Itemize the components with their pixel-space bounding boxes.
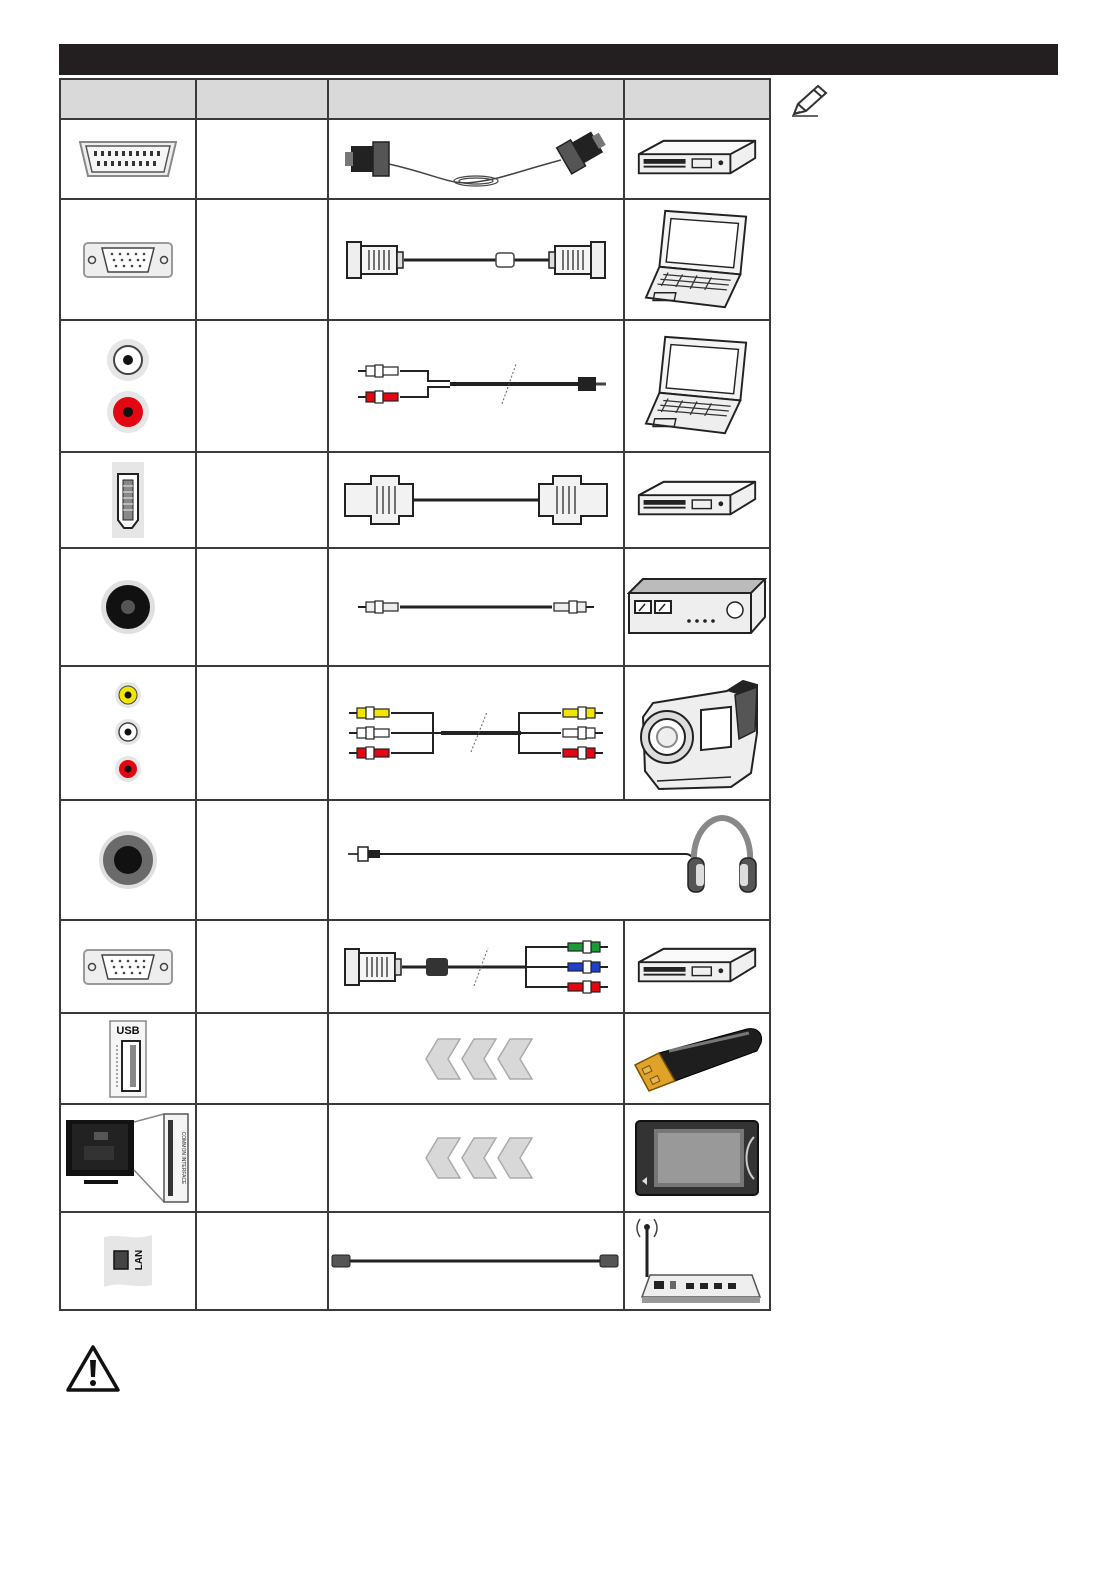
ci-slot-port-icon (64, 1110, 192, 1206)
table-header-row (60, 79, 770, 119)
laptop-icon (642, 207, 752, 313)
table-row (60, 548, 770, 666)
lan-port-icon (100, 1231, 156, 1291)
vga-to-component-cable-icon (336, 936, 616, 998)
scart-cable-icon (341, 124, 611, 194)
dvd-recorder-icon (635, 943, 759, 991)
dvd-recorder-icon (635, 476, 759, 524)
table-row (60, 1212, 770, 1310)
headphone-cable-icon (334, 814, 764, 906)
table-row (60, 800, 770, 920)
table-row (60, 119, 770, 199)
spdif-coax-port-icon (100, 579, 156, 635)
hdmi-port-icon (110, 460, 146, 540)
headphone-jack-port-icon (98, 830, 158, 890)
table-row (60, 1104, 770, 1212)
header-cell-device (624, 79, 770, 119)
header-cell-type (196, 79, 328, 119)
table-row (60, 920, 770, 1013)
ethernet-cable-icon (330, 1249, 622, 1273)
table-row (60, 320, 770, 452)
section-title-bar (59, 44, 1058, 75)
usb-stick-icon (629, 1023, 765, 1095)
table-row (60, 666, 770, 800)
vga-port-icon (82, 239, 174, 281)
av-cable-icon (341, 702, 611, 764)
vga-cable-icon (344, 235, 608, 285)
cam-module-icon (632, 1117, 762, 1199)
common-interface-label: COMMON INTERFACE (180, 1131, 186, 1185)
table-row (60, 1013, 770, 1104)
lan-label: LAN (134, 1249, 145, 1271)
table-row (60, 199, 770, 320)
warning-triangle-icon (65, 1343, 121, 1395)
hdmi-cable-icon (341, 472, 611, 528)
rca-to-jack-cable-icon (344, 356, 608, 416)
pencil-note-icon (788, 84, 828, 118)
camcorder-icon (635, 673, 759, 793)
coaxial-cable-icon (344, 595, 608, 619)
scart-port-icon (76, 136, 180, 182)
dvd-recorder-icon (635, 135, 759, 183)
connections-table (59, 78, 771, 1311)
pc-audio-rca-port-icon (103, 334, 153, 438)
router-icon (632, 1217, 762, 1305)
audio-amplifier-icon (627, 577, 767, 637)
table-row (60, 452, 770, 548)
header-cell-connector (60, 79, 196, 119)
composite-av-port-icon (111, 677, 145, 789)
insert-arrows-icon (416, 1037, 536, 1081)
insert-arrows-icon (416, 1136, 536, 1180)
usb-label: USB (116, 1024, 140, 1037)
usb-port-icon (108, 1019, 148, 1099)
header-cell-cables (328, 79, 624, 119)
laptop-icon (642, 333, 752, 439)
vga-ypbpr-port-icon (82, 946, 174, 988)
